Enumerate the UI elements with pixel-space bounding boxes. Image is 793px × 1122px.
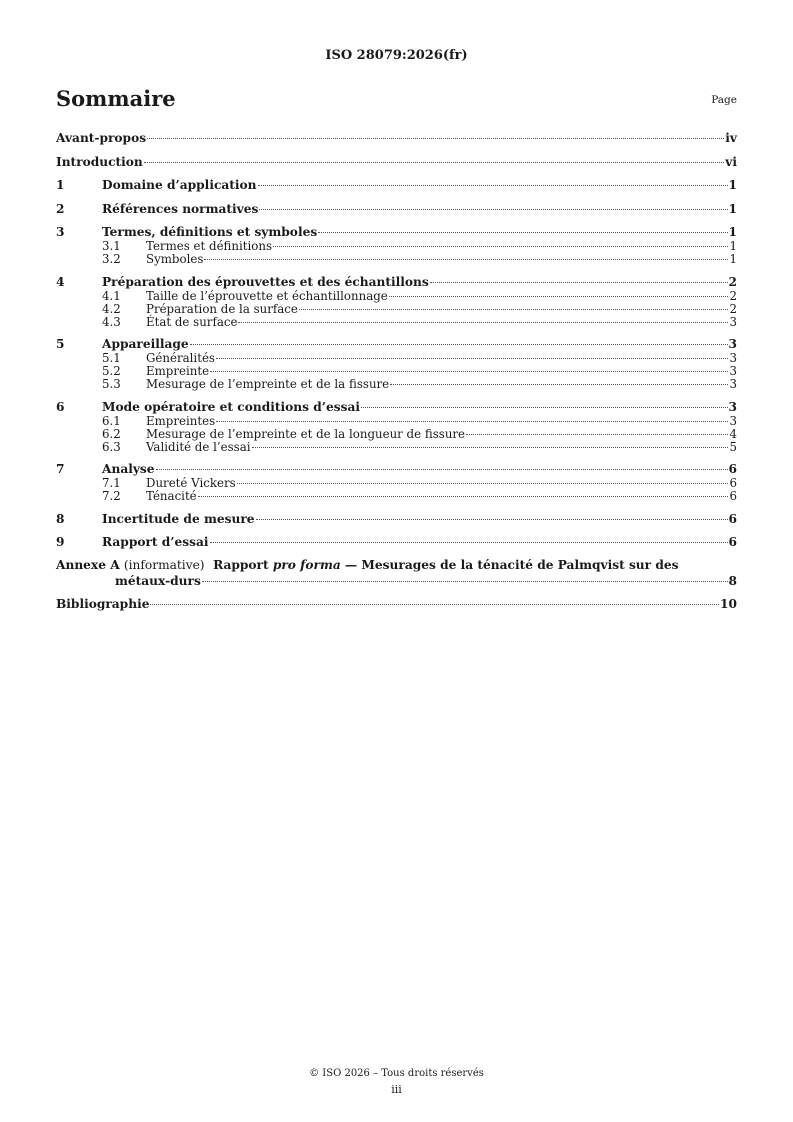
leader-dots: [273, 246, 728, 247]
toc-entry-section-1[interactable]: [56, 177, 737, 193]
toc-entry-section-6[interactable]: [56, 399, 737, 415]
toc-entry-text: Bibliographie: [56, 597, 150, 611]
toc-subentry-number: 5.3: [102, 377, 121, 391]
toc-entry-annex-a[interactable]: [56, 558, 737, 589]
toc-subentry-page: 1: [729, 239, 737, 253]
toc-entry-text: Incertitude de mesure: [102, 511, 255, 526]
toc-entry-page: 10: [720, 597, 737, 611]
toc-subentry-7-2[interactable]: [56, 490, 737, 503]
annex-qualifier: (informative): [123, 557, 205, 572]
page-number: iii: [391, 1083, 402, 1096]
leader-dots: [466, 434, 728, 435]
leader-dots: [256, 519, 728, 520]
toc-subentry-number: 6.3: [102, 439, 121, 454]
toc-entry-text: Introduction: [56, 154, 143, 169]
leader-dots: [390, 384, 728, 385]
toc-subentry-page: 3: [729, 413, 737, 428]
toc-entry-page: 1: [728, 201, 737, 216]
toc-subentry-text: Dureté Vickers: [146, 476, 236, 490]
leader-dots: [210, 542, 728, 543]
toc-subentry-text: Termes et définitions: [146, 239, 273, 253]
toc-subentry-text: Empreintes: [146, 413, 216, 428]
toc-entry-text: Domaine d’application: [102, 178, 257, 192]
toc-entry-number: 5: [56, 337, 65, 351]
toc-entry-page: 1: [728, 178, 737, 192]
toc-entry-section-8[interactable]: [56, 511, 737, 527]
toc-subentry-number: 4.3: [102, 314, 121, 329]
toc-subentry-number: 6.1: [102, 413, 121, 428]
toc-subentry-text: Ténacité: [146, 489, 197, 503]
toc-entry-text: Préparation des éprouvettes et des échantillons: [102, 274, 429, 289]
toc-entry-number: 7: [56, 462, 65, 476]
toc-subentry-page: 3: [729, 377, 737, 391]
toc-subentry-page: 3: [729, 351, 737, 365]
page-column-label: Page: [711, 94, 737, 106]
leader-dots: [190, 344, 728, 345]
toc-entry-text: Appareillage: [102, 337, 189, 351]
leader-dots: [238, 322, 728, 323]
toc-subentry-text: Généralités: [146, 351, 215, 365]
toc-subentry-page: 2: [729, 288, 737, 303]
toc-entry-page: vi: [725, 154, 737, 169]
toc-subentry-page: 6: [729, 489, 737, 503]
toc-entry-text: Mode opératoire et conditions d’essai: [102, 399, 360, 414]
toc-entry-page: 8: [728, 573, 737, 588]
document-header: ISO 28079:2026(fr): [325, 48, 468, 63]
toc-subentry-text: Validité de l’essai: [146, 439, 251, 454]
toc-entry-number: 3: [56, 225, 65, 239]
title-row: [56, 86, 737, 116]
leader-dots: [389, 296, 729, 297]
toc-subentry-4-2[interactable]: [56, 303, 737, 316]
toc-subentry-text: État de surface: [146, 314, 238, 329]
table-of-contents: [56, 130, 737, 612]
leader-dots: [198, 496, 729, 497]
toc-subentry-number: 4.2: [102, 301, 121, 316]
toc-entry-page: 3: [728, 399, 737, 414]
toc-subentry-number: 3.2: [102, 252, 121, 266]
toc-entry-page: iv: [725, 131, 737, 145]
toc-entry-page: 6: [728, 511, 737, 526]
leader-dots: [252, 447, 729, 448]
toc-entry-number: 9: [56, 535, 65, 549]
toc-entry-page: 2: [728, 274, 737, 289]
toc-subentry-5-3[interactable]: [56, 378, 737, 391]
toc-subentry-number: 5.1: [102, 351, 121, 365]
toc-subentry-6-1[interactable]: [56, 415, 737, 428]
toc-subentry-text: Mesurage de l’empreinte et de la fissure: [146, 377, 390, 391]
toc-entry-bibliographie[interactable]: [56, 596, 737, 612]
page-footer: [0, 1066, 793, 1098]
toc-subentry-page: 3: [729, 364, 737, 378]
toc-subentry-6-2[interactable]: [56, 428, 737, 441]
toc-subentry-page: 1: [729, 252, 737, 266]
toc-entry-section-2[interactable]: [56, 201, 737, 217]
page-title: Sommaire: [56, 86, 176, 111]
toc-subentry-text: Empreinte: [146, 364, 210, 378]
leader-dots: [156, 469, 728, 470]
leader-dots: [216, 421, 728, 422]
toc-subentry-number: 7.2: [102, 489, 121, 503]
toc-entry-section-3[interactable]: [56, 224, 737, 240]
leader-dots: [147, 138, 724, 139]
toc-subentry-page: 3: [729, 314, 737, 329]
toc-subentry-text: Symboles: [146, 252, 204, 266]
leader-dots: [144, 162, 724, 163]
toc-entry-page: 6: [728, 535, 737, 549]
toc-subentry-text: Préparation de la surface: [146, 301, 298, 316]
leader-dots: [361, 407, 728, 408]
leader-dots: [259, 209, 727, 210]
toc-subentry-text: Mesurage de l’empreinte et de la longueur de fissure: [146, 426, 466, 441]
toc-entry-number: 4: [56, 274, 65, 289]
leader-dots: [204, 259, 728, 260]
leader-dots: [216, 358, 729, 359]
toc-entry-number: 6: [56, 399, 65, 414]
annex-label: Annexe A: [56, 557, 120, 572]
toc-entry-number: 2: [56, 201, 65, 216]
toc-entry-section-7[interactable]: [56, 461, 737, 477]
toc-subentry-number: 7.1: [102, 476, 121, 490]
toc-subentry-number: 6.2: [102, 426, 121, 441]
toc-entry-text: Termes, définitions et symboles: [102, 225, 318, 239]
toc-entry-section-4[interactable]: [56, 274, 737, 290]
toc-entry-avant-propos[interactable]: [56, 130, 737, 146]
toc-entry-text: Rapport d’essai: [102, 535, 209, 549]
leader-dots: [318, 232, 727, 233]
annex-title-italic: pro forma: [272, 557, 341, 572]
leader-dots: [299, 309, 729, 310]
copyright-notice: © ISO 2026 – Tous droits réservés: [309, 1068, 484, 1079]
toc-entry-page: 3: [728, 337, 737, 351]
toc-subentry-number: 4.1: [102, 288, 121, 303]
toc-entry-page: 6: [728, 462, 737, 476]
leader-dots: [237, 483, 729, 484]
toc-entry-text: Avant-propos: [56, 131, 147, 145]
toc-entry-section-5[interactable]: [56, 336, 737, 352]
leader-dots: [210, 371, 728, 372]
toc-subentry-page: 5: [729, 439, 737, 454]
toc-subentry-page: 4: [729, 426, 737, 441]
toc-subentry-3-2[interactable]: [56, 253, 737, 266]
toc-subentry-number: 5.2: [102, 364, 121, 378]
leader-dots: [202, 581, 728, 582]
toc-entry-number: 8: [56, 511, 65, 526]
toc-subentry-text: Taille de l’éprouvette et échantillonnage: [146, 288, 388, 303]
toc-subentry-page: 6: [729, 476, 737, 490]
toc-entry-page: 1: [728, 225, 737, 239]
toc-subentry-6-3[interactable]: [56, 441, 737, 454]
annex-title-part2: — Mesurages de la ténacité de Palmqvist sur des: [345, 557, 679, 572]
leader-dots: [150, 604, 719, 605]
annex-title-part1: Rapport: [213, 557, 269, 572]
toc-subentry-number: 3.1: [102, 239, 121, 253]
leader-dots: [430, 282, 728, 283]
toc-subentry-4-1[interactable]: [56, 290, 737, 303]
leader-dots: [258, 185, 728, 186]
toc-entry-introduction[interactable]: [56, 154, 737, 170]
toc-entry-section-9[interactable]: [56, 534, 737, 550]
toc-subentry-page: 2: [729, 301, 737, 316]
toc-entry-text: Références normatives: [102, 201, 259, 216]
toc-entry-number: 1: [56, 178, 65, 192]
toc-entry-text: Analyse: [102, 462, 155, 476]
toc-subentry-4-3[interactable]: [56, 316, 737, 329]
annex-title-line2: métaux-durs: [115, 573, 201, 588]
